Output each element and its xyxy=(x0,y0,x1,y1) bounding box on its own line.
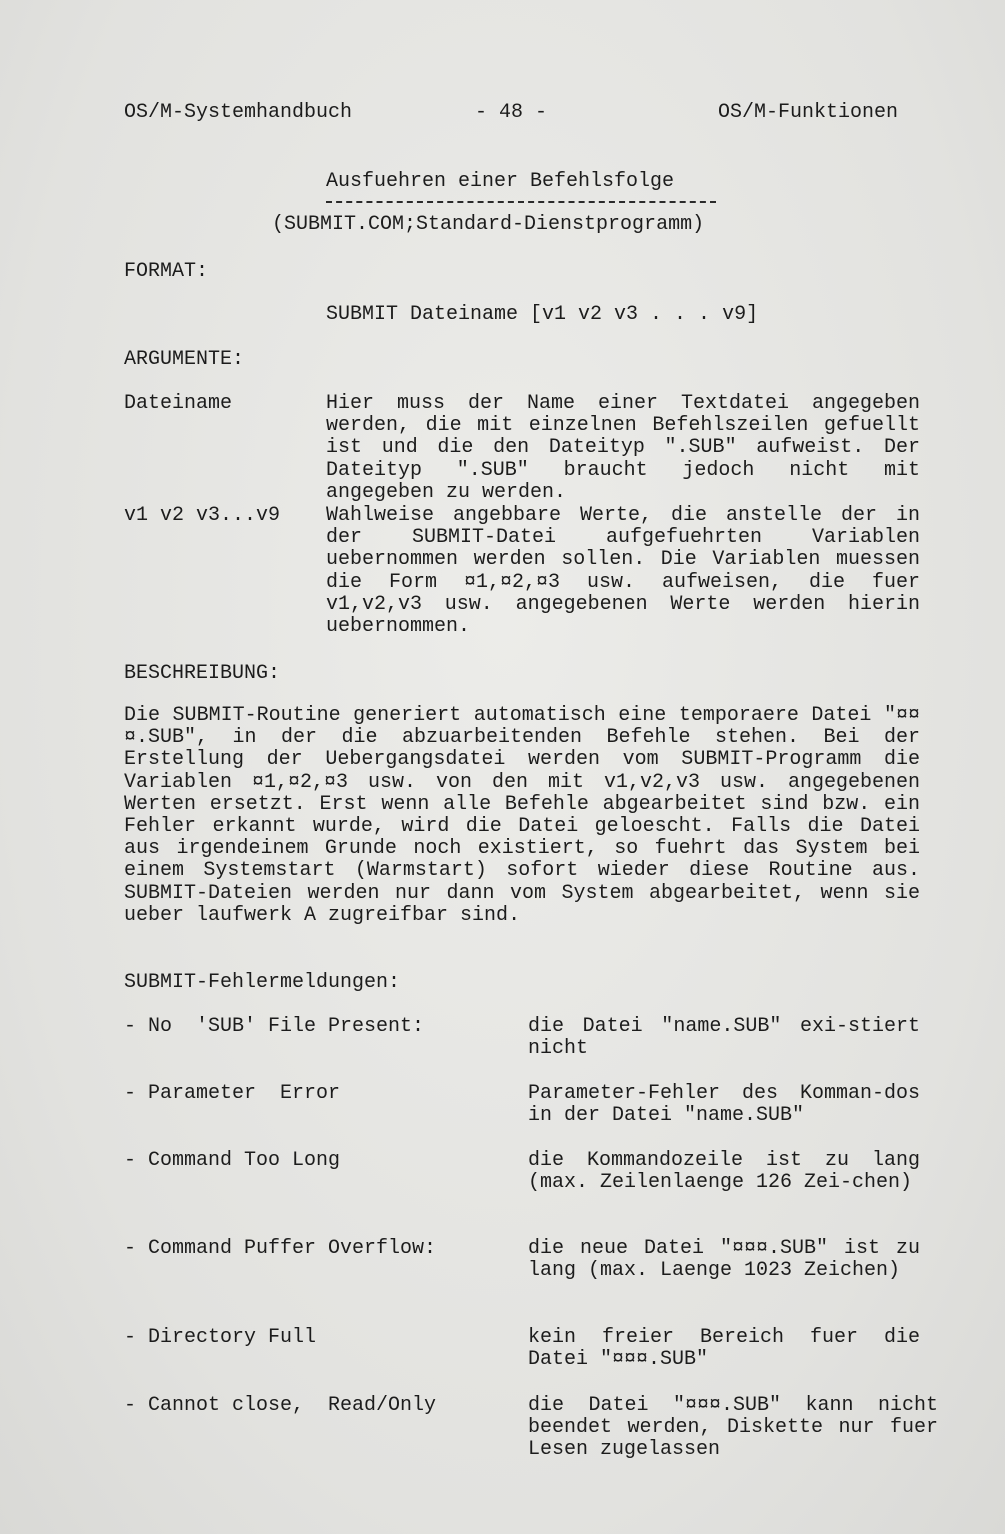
error-message-term: - No 'SUB' File Present: xyxy=(124,1015,425,1038)
error-message-term: - Parameter Error xyxy=(124,1082,341,1105)
section-subtitle: (SUBMIT.COM;Standard-Dienstprogramm) xyxy=(272,213,705,236)
error-message-description: kein freier Bereich fuer die Datei "¤¤¤.SUB" xyxy=(528,1326,920,1371)
error-message-description: die Datei "¤¤¤.SUB" kann nicht beendet werden, Diskette nur fuer Lesen zugelassen xyxy=(528,1394,938,1461)
argument-description: Wahlweise angebbare Werte, die anstelle der in der SUBMIT-Datei aufgefuehrten Variablen uebernommen werden sollen. Die Variablen muessen die Form ¤1,¤2,¤3 usw. aufweisen, die fuer v1,v2,v3 usw. angegebenen Werte werden hierin uebernommen. xyxy=(326,504,920,639)
section-title: Ausfuehren einer Befehlsfolge xyxy=(326,170,675,193)
error-message-term: - Cannot close, Read/Only xyxy=(124,1394,437,1417)
error-message-description: die neue Datei "¤¤¤.SUB" ist zu lang (max. Laenge 1023 Zeichen) xyxy=(528,1237,920,1282)
error-message-term: - Command Puffer Overflow: xyxy=(124,1237,437,1260)
description-paragraph: Die SUBMIT-Routine generiert automatisch eine temporaere Datei "¤¤¤.SUB", in der die abzuarbeitenden Befehle stehen. Bei der Erstellung der Uebergangsdatei werden vom SUBMIT-Programm die Variablen ¤1,¤2,¤3 usw. von den mit v1,v2,v3 usw. angegebenen Werten ersetzt. Erst wenn alle Befehle abgearbeitet sind bzw. ein Fehler erkannt wurde, wird die Datei geloescht. Falls die Datei aus irgendeinem Grunde noch existiert, so fuehrt das System bei einem Systemstart (Warmstart) sofort wieder diese Routine aus. SUBMIT-Dateien werden nur dann vom System abgearbeitet, wenn sie ueber laufwerk A zugreifbar sind. xyxy=(124,704,920,927)
argument-description: Hier muss der Name einer Textdatei angegeben werden, die mit einzelnen Befehlszeilen gefuellt ist und die den Dateityp ".SUB" aufweist. Der Dateityp ".SUB" braucht jedoch nicht mit angegeben zu werden. xyxy=(326,392,920,504)
page-number: - 48 - xyxy=(475,101,548,124)
title-underline xyxy=(326,201,716,203)
arguments-heading: ARGUMENTE: xyxy=(124,348,245,371)
error-message-term: - Directory Full xyxy=(124,1326,317,1349)
argument-term: Dateiname xyxy=(124,392,233,415)
error-messages-heading: SUBMIT-Fehlermeldungen: xyxy=(124,971,401,994)
running-header-left: OS/M-Systemhandbuch xyxy=(124,101,353,124)
error-message-description: die Datei "name.SUB" exi-stiert nicht xyxy=(528,1015,920,1060)
error-message-description: Parameter-Fehler des Komman-dos in der Datei "name.SUB" xyxy=(528,1082,920,1127)
format-heading: FORMAT: xyxy=(124,260,209,283)
error-message-term: - Command Too Long xyxy=(124,1149,341,1172)
error-message-description: die Kommandozeile ist zu lang (max. Zeilenlaenge 126 Zei-chen) xyxy=(528,1149,920,1194)
command-syntax: SUBMIT Dateiname [v1 v2 v3 . . . v9] xyxy=(326,303,759,326)
running-header-right: OS/M-Funktionen xyxy=(718,101,899,124)
argument-term: v1 v2 v3...v9 xyxy=(124,504,281,527)
description-heading: BESCHREIBUNG: xyxy=(124,662,281,685)
